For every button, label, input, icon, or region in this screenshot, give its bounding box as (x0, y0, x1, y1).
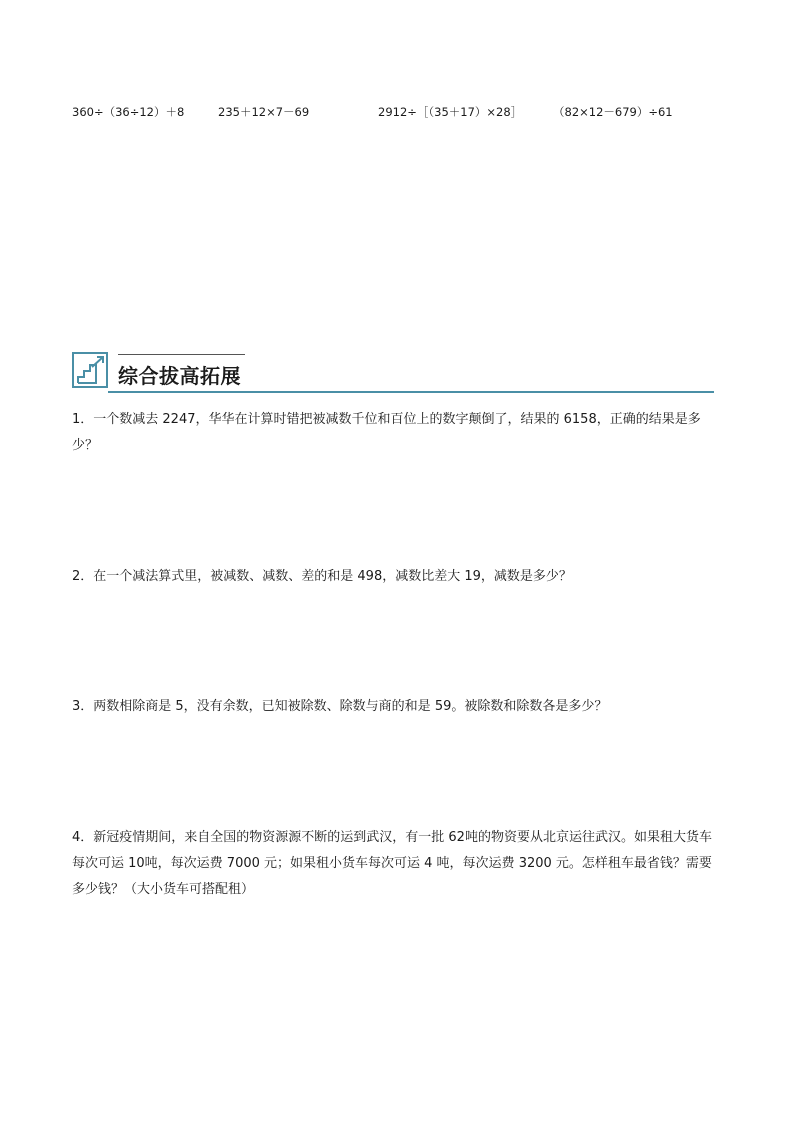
question-number: 3． (72, 699, 94, 714)
section-underline (108, 391, 714, 393)
section-title: 综合拔高拓展 (118, 364, 241, 388)
question-text: 一个数减去 2247，华华在计算时错把被减数千位和百位上的数字颠倒了，结果的 6158，正确的结果是多少？ (72, 412, 701, 453)
calculation-expressions (0, 104, 794, 124)
section-header (72, 352, 714, 394)
question-1 (72, 407, 722, 459)
question-number: 1． (72, 412, 94, 427)
question-3 (72, 694, 722, 720)
question-text: 新冠疫情期间，来自全国的物资源源不断的运到武汉，有一批 62吨的物资要从北京运往武汉。如果租大货车每次可运 10吨，每次运费 7000 元；如果租小货车每次可运 4 吨，每次运费 3200 元。怎样租车最省钱？需要多少钱？（大小货车可搭配租） (72, 830, 712, 897)
question-number: 2． (72, 569, 94, 584)
question-number: 4． (72, 830, 94, 845)
expression-1: 360÷（36÷12）＋8 (72, 105, 185, 119)
expression-2: 235＋12×7－69 (218, 105, 310, 119)
stairs-arrow-icon (72, 352, 108, 388)
question-4 (72, 825, 722, 903)
expression-4: （82×12－679）÷61 (553, 105, 673, 119)
question-text: 在一个减法算式里，被减数、减数、差的和是 498，减数比差大 19，减数是多少？ (93, 569, 572, 584)
section-top-rule (118, 354, 245, 355)
question-2 (72, 564, 722, 590)
question-text: 两数相除商是 5，没有余数，已知被除数、除数与商的和是 59。被除数和除数各是多少？ (93, 699, 608, 714)
expression-3: 2912÷［（35＋17）×28］ (378, 105, 523, 119)
